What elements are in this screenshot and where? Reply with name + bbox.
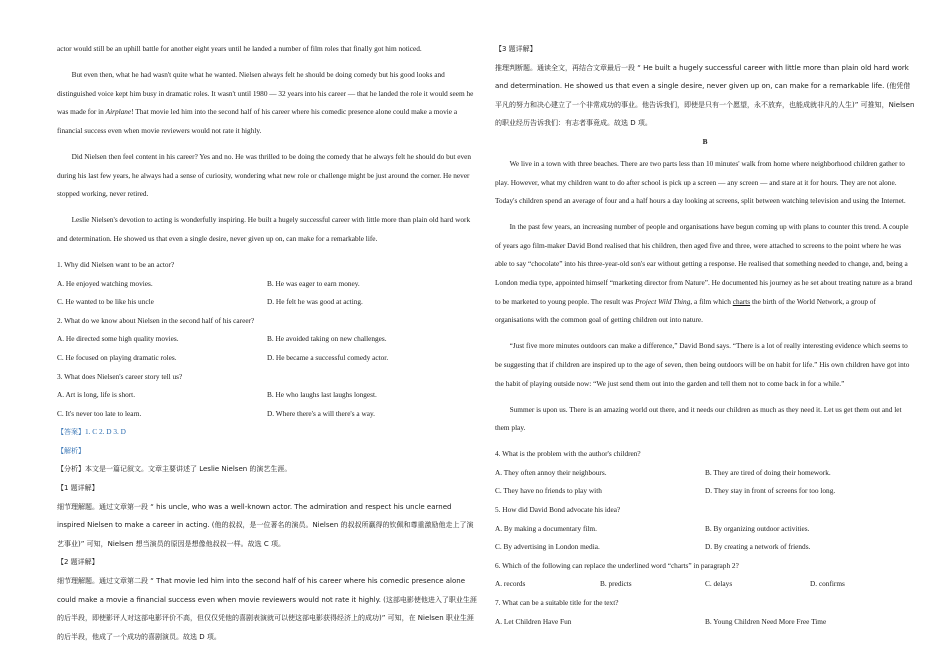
question-7-options: [495, 613, 915, 632]
detail-1-title: 【1 题详解】: [57, 484, 99, 493]
left-column: [57, 40, 477, 646]
question-7: 7. What can be a suitable title for the text?: [495, 598, 619, 608]
option-d: D. Where there's a will there's a way.: [267, 408, 375, 418]
answer-values: 1. C 2. D 3. D: [85, 427, 126, 437]
question-3-options: [57, 386, 477, 405]
detail-1-text: 细节理解题。通过文章第一段 “ his uncle, who was a well-known actor. The admiration and respect his uncle earned inspired Nielsen to make a career in acting. (他的叔叔，是一位著名的演员。Nielsen 的叔叔所赢得的钦佩和尊重激励他走上了演艺事业)” 可知，Nielsen 想当演员的原因是想像他叔叔一样。故选 C 项。: [57, 502, 474, 548]
paragraph-text: the birth of the World Network, a group of organisations with the common goal of getting children out into nature.: [495, 296, 876, 325]
option-c: C. delays: [705, 579, 733, 589]
paragraph-text: In the past few years, an increasing number of people and organisations have begun coming up with plans to counter this trend. A couple of years ago film-maker David Bond realised that his children, then aged five and three, were attached to screens to the point where he was able to say “chocolate” into his three-year-old son's ear without getting a response. He realised that something needed to change, and, being a London media type, appointed himself “marketing director from Nature”. He documented his journey as he set about treating nature as a brand to be marketed to young people. The result was: [495, 222, 913, 306]
option-d: D. They stay in front of screens for too long.: [705, 486, 836, 496]
option-a: A. records: [495, 579, 526, 589]
question-5-options: [495, 520, 915, 539]
paragraph-text: ! That movie led him into the second half of his career where his comedic presence alone could make a movie a financial success even when movie reviewers would not rate it highly.: [57, 107, 458, 135]
question-5: 5. How did David Bond advocate his idea?: [495, 505, 621, 515]
question-1-options: [57, 275, 477, 294]
question-5-options: [495, 538, 915, 557]
detail-2-title: 【2 题详解】: [57, 558, 99, 567]
option-b: B. They are tired of doing their homework.: [705, 467, 831, 477]
option-c: C. They have no friends to play with: [495, 486, 602, 496]
option-c: C. He focused on playing dramatic roles.: [57, 352, 177, 362]
right-column: [495, 40, 915, 631]
question-6-options: [495, 575, 915, 594]
answer-line: [57, 423, 477, 442]
question-4-options: [495, 482, 915, 501]
question-3-options: [57, 405, 477, 424]
option-c: C. By advertising in London media.: [495, 542, 600, 552]
movie-title: Airplane: [105, 107, 132, 117]
option-a: A. He directed some high quality movies.: [57, 334, 179, 344]
option-b: B. He avoided taking on new challenges.: [267, 334, 387, 344]
detail-3-text: 推理判断题。通读全文，再结合文章最后一段 “ He built a hugely successful career with little more than plain old hard work and determination. He showed us that even a single desire, never given up on, can make for a remarkable life. (他凭借平凡的努力和决心建立了一个非常成功的事业。他告诉我们，即使是只有一个愿望，永不放弃，也能成就非凡的人生)” 可推知，Nielsen 的职业经历告诉我们：有志者事竟成。故选 D 项。: [495, 63, 915, 128]
option-c: C. He wanted to be like his uncle: [57, 297, 154, 307]
question-2: 2. What do we know about Nielsen in the second half of his career?: [57, 315, 255, 325]
question-4-options: [495, 464, 915, 483]
option-b: B. He was eager to earn money.: [267, 278, 360, 288]
option-b: B. He who laughs last laughs longest.: [267, 390, 377, 400]
underlined-word: charts: [732, 296, 751, 306]
passage-paragraph-3: Did Nielsen then feel content in his career? Yes and no. He was thrilled to be doing the comedy that he always felt he should do but even during his last few years, he always had a sense of curiosity, wondering what new role or challenge might be just around the corner. He never stopped working, never retired.: [57, 151, 471, 199]
option-a: A. Let Children Have Fun: [495, 616, 572, 626]
option-a: A. Art is long, life is short.: [57, 390, 136, 400]
option-c: C. It's never too late to learn.: [57, 408, 142, 418]
question-6: 6. Which of the following can replace the underlined word “charts” in paragraph 2?: [495, 560, 739, 570]
option-d: D. By creating a network of friends.: [705, 542, 811, 552]
passage-paragraph-4: Leslie Nielsen's devotion to acting is wonderfully inspiring. He built a hugely successful career with little more than plain old hard work and determination. He showed us that even a single desire, never given up on, can make for a remarkable life.: [57, 215, 471, 243]
film-title: Project Wild Thing: [635, 296, 691, 306]
analysis-tag: 【解析】: [57, 446, 85, 455]
option-a: A. They often annoy their neighbours.: [495, 467, 607, 477]
option-a: A. By making a documentary film.: [495, 523, 597, 533]
option-d: D. He became a successful comedy actor.: [267, 352, 389, 362]
answer-tag: 【答案】: [57, 428, 85, 437]
option-d: D. He felt he was good at acting.: [267, 297, 363, 307]
option-b: B. Young Children Need More Free Time: [705, 616, 827, 626]
question-2-options: [57, 349, 477, 368]
option-b: B. By organizing outdoor activities.: [705, 523, 810, 533]
analysis-summary: 【分析】本文是一篇记叙文。文章主要讲述了 Leslie Nielsen 的演艺生涯。: [57, 465, 292, 474]
paragraph-text: But even then, what he had wasn't quite what he wanted. Nielsen always felt he should be doing comedy but his good looks and distinguished voice kept him busy in dramatic roles. It wasn't until 1980 — 32 years into his career — that he landed the role it would seem he was made for in: [57, 70, 474, 117]
question-4: 4. What is the problem with the author's children?: [495, 449, 641, 459]
passage-paragraph-1: actor would still be an uphill battle for another eight years until he landed a number of film roles that finally got him noticed.: [57, 44, 422, 53]
detail-3-title: 【3 题详解】: [495, 45, 537, 53]
question-2-options: [57, 330, 477, 349]
option-a: A. He enjoyed watching movies.: [57, 278, 153, 288]
passage-b-paragraph-3: “Just five more minutes outdoors can make a difference,” David Bond says. “There is a lot of really interesting evidence which seems to be suggesting that if children are inspired up to the age of seven, then being outdoors will be on habit for life.” His own children have got into the habit of playing outside now: “We just send them out into the garden and tell them not to come back in for a while.”: [495, 341, 910, 388]
section-heading: B: [702, 136, 708, 146]
detail-2-text: 细节理解题。通过文章第二段 “ That movie led him into the second half of his career where his comedic presence alone could make a movie a financial success even when movie reviewers would not rate it highly. (这部电影使他进入了职业生涯的后半段，即使影评人对这部电影评价不高，但仅仅凭他的喜剧表演就可以使这部电影获得经济上的成功)” 可知，在 Nielsen 职业生涯的后半段，他成了一个成功的喜剧演员。故选 D 项。: [57, 577, 477, 641]
passage-b-paragraph-1: We live in a town with three beaches. There are two parts less than 10 minutes' walk from home where neighborhood children gather to play. However, what my children want to do after school is pick up a screen — any screen — and stare at it for hours. They are not alone. Today's children spend an average of four and a half hours a day looking at screens, split between watching television and using the Internet.: [495, 158, 906, 206]
question-1: 1. Why did Nielsen want to be an actor?: [57, 259, 175, 269]
option-d: D. confirms: [810, 579, 845, 589]
passage-b-paragraph-2: [495, 218, 915, 330]
passage-paragraph-2: [57, 66, 477, 140]
question-3: 3. What does Nielsen's career story tell us?: [57, 371, 183, 381]
option-b: B. predicts: [600, 579, 632, 589]
passage-b-paragraph-4: Summer is upon us. There is an amazing world out there, and it needs our children as much as they need it. Let us get them out and let them play.: [495, 404, 902, 433]
paragraph-text: , a film which: [690, 296, 733, 306]
question-1-options: [57, 293, 477, 312]
